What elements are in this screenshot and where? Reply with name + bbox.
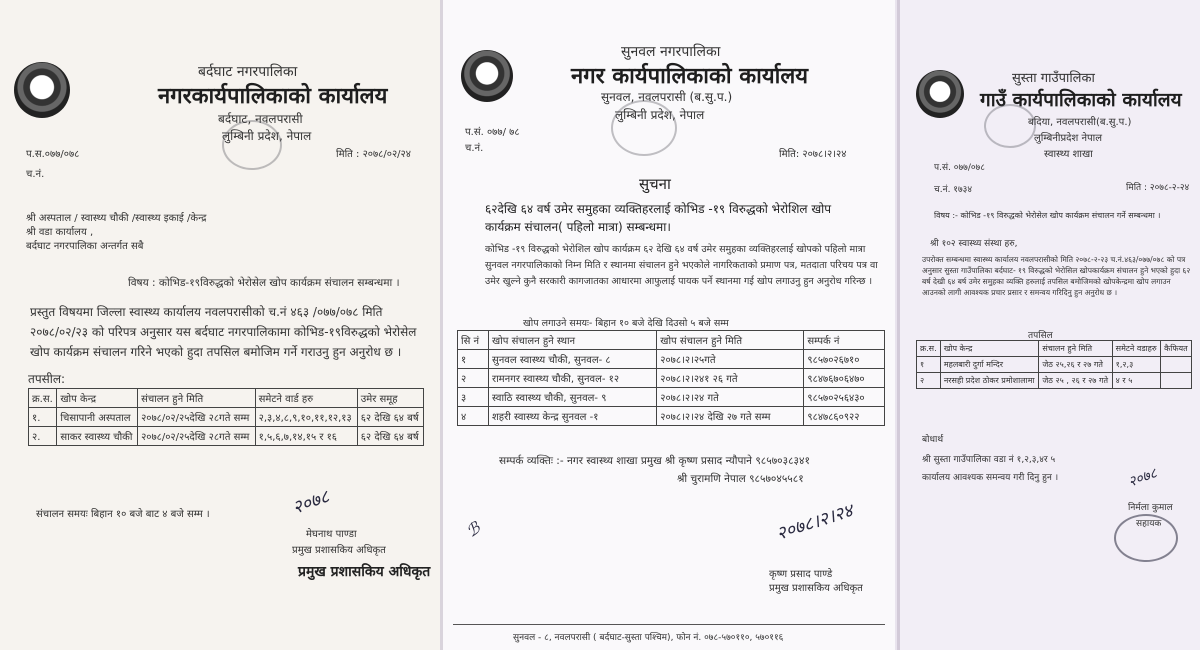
signer-title-stamp: प्रमुख प्रशासकिय अधिकृत: [298, 564, 431, 580]
table-cell: शहरी स्वास्थ्य केन्द्र सुनवल -१: [489, 407, 657, 426]
table-header: संचालन हुने मिति: [138, 389, 256, 408]
cc-recipient: श्री सुस्ता गाउँपालिका वडा नं १,२,३,४र ५: [922, 455, 1056, 465]
table-cell: ९८५७०२६७१०: [804, 350, 885, 369]
reference-number: प.स.०७७/०७८: [26, 149, 80, 160]
dispatch-number: च.नं.: [465, 143, 484, 154]
table-row: [458, 350, 885, 369]
table-row: [458, 388, 885, 407]
table-header: सि नं: [458, 331, 489, 350]
table-cell: २०७८।२।२४१ २६ गते: [657, 369, 804, 388]
office-province: लुम्बिनी प्रदेश, नेपाल: [615, 108, 705, 122]
table-row: [458, 407, 885, 426]
table-cell: ४ र ५: [1112, 373, 1160, 389]
notice-body: कोभिड -१९ विरुद्धको भेरोशिल खोप कार्यक्रम ६२ देखि ६४ वर्ष उमेर समुहका व्यक्तिहरलाई खोपको पहिलो मात्रा सुनवल नगरपालिकाको निम्न मिति र स्थानमा संचालन हुने भएकोले नागरिकताको प्रमाण पत्र, मतदाता परिचय पत्र वा उमेर खुल्ने कुनै सरकारी कागजातका आधारमा आफुलाई पायक पर्ने स्थानमा गई खोप लगाउनु हुन अनुरोध गरिन्छ ।: [485, 244, 878, 287]
contact-person-1: सम्पर्क व्यक्तिः :- नगर स्वास्थ्य शाखा प्रमुख श्री कृष्ण प्रसाद न्यौपाने ९८५७०३८३४१: [499, 455, 810, 467]
signature-mark: २०७८।२।२४: [773, 500, 856, 545]
contact-person-2: श्री चुरामणि नेपाल ९८५७०४५५८१: [677, 473, 804, 485]
table-header: क्र.स.: [29, 389, 57, 408]
recipient: श्री १०२ स्वास्थ्य संस्था हरु,: [930, 239, 1018, 249]
table-cell: २०७८।२।२४ देखि २७ गते सम्म: [657, 407, 804, 426]
table-header: खोप केन्द्र: [57, 389, 138, 408]
office-address: सुनवल, नवलपरासी (ब.सु.प.): [601, 90, 733, 104]
table-header: खोप संचालन हुने स्थान: [489, 331, 657, 350]
table-row: [29, 408, 424, 427]
table-cell: ४: [458, 407, 489, 426]
vaccination-schedule-table: [916, 340, 1192, 389]
office-name: नगर कार्यपालिकाको कार्यालय: [571, 64, 808, 89]
letter-date: मिति : २०७८/०२/२४: [336, 149, 411, 160]
letter-date: मिति : २०७८-२-२४: [1126, 183, 1190, 193]
dispatch-number: च.नं. १७३४: [934, 185, 973, 195]
table-cell: १: [458, 350, 489, 369]
office-stamp-icon: [1114, 514, 1178, 562]
org-name: सुनवल नगरपालिका: [621, 44, 721, 60]
table-cell: २०७८।२।२४ गते: [657, 388, 804, 407]
table-row: [917, 373, 1192, 389]
notice-subject-1: ६२देखि ६४ वर्ष उमेर समुहका व्यक्तिहरलाई कोभिड -१९ विरुद्धको भेरोशिल खोप: [485, 202, 832, 216]
letter-susta: [897, 0, 1200, 650]
table-cell: जेठ २५ , २६ र २७ गते: [1039, 373, 1112, 389]
table-header: सम्पर्क नं: [804, 331, 885, 350]
table-cell: ६२ देखि ६४ बर्ष: [357, 427, 423, 446]
letter-date: मिति: २०७८।२।२४: [779, 149, 847, 160]
tapsil-heading: तपसील:: [28, 372, 66, 386]
table-cell: [1161, 373, 1192, 389]
table-cell: रामनगर स्वास्थ्य चौकी, सुनवल- १२: [489, 369, 657, 388]
table-cell: साकर स्वास्थ्य चौकी: [57, 427, 138, 446]
table-cell: १: [917, 357, 941, 373]
table-row: [458, 369, 885, 388]
table-cell: २.: [29, 427, 57, 446]
vaccination-schedule-table: [28, 388, 424, 446]
table-cell: २,३,४,८,९,१०,११,१२,१३: [255, 408, 357, 427]
org-name: बर्दघाट नगरपालिका: [198, 64, 298, 80]
letter-body: उपरोक्त सम्बन्धमा स्वास्थ्य कार्यालय नवलपरासीको मिति २०७८-२-२३ च.नं.४६३/०७७/०७८ को पत्र अनुसार सुस्ता गाउँपालिका बर्दघाट- १९ विरुद्धको भेरोसिल खोपकार्यक्रम संचालन हुने भएको हुदा ६२ बर्ष देखी ६४ बर्ष उमेर समुहका व्यक्ति हरुलाई तपसिल बमोजिमको खोपकेन्द्रमा खोप लगाउन आउनको लागी आवश्यक प्रचार प्रसार र समन्वय गरिदिनु हुन अनुरोध छ ।: [922, 255, 1191, 297]
table-cell: २०७८/०२/२५देखि २८गते सम्म: [138, 427, 256, 446]
table-cell: ९८५७०२५६४३०: [804, 388, 885, 407]
letter-subject: विषय : कोभिड-१९विरुद्धको भेरोसेल खोप कार्यक्रम संचालन सम्बन्धमा ।: [128, 277, 400, 289]
letter-sunwal: [440, 0, 895, 650]
signer-name: निर्मला कुमाल: [1128, 503, 1173, 513]
signer-title: सहायक: [1136, 519, 1162, 529]
signer-name: मेघनाथ पाण्डा: [306, 529, 357, 540]
signer-title: प्रमुख प्रशासकिय अधिकृत: [292, 545, 386, 556]
initials-mark-icon: ℬ: [462, 518, 484, 541]
org-name: सुस्ता गाउँपालिका: [1012, 71, 1095, 86]
signature-mark: २०७८: [1126, 465, 1160, 491]
office-stamp-icon: [611, 100, 677, 156]
table-header: खोप संचालन हुने मिति: [657, 331, 804, 350]
notice-heading: सुचना: [639, 175, 671, 193]
table-cell: ६२ देखि ६४ बर्ष: [357, 408, 423, 427]
office-name: गाउँ कार्यपालिकाको कार्यालय: [980, 89, 1182, 111]
table-cell: सुनवल स्वास्थ्य चौकी, सुनवल- ८: [489, 350, 657, 369]
government-emblem-icon: [461, 50, 513, 102]
recipient-line-2: श्री वडा कार्यालय ,: [26, 227, 94, 238]
bodhartha-heading: बोधार्थ: [922, 435, 944, 445]
dispatch-number: च.नं.: [26, 169, 45, 180]
table-header: क्र.स.: [917, 341, 941, 357]
table-cell: नरसही प्रदेश ठोकर प्रमोशालामा: [940, 373, 1039, 389]
table-cell: जेठ २५,२६ र २७ गते: [1039, 357, 1112, 373]
table-header: समेटने वार्ड हरु: [255, 389, 357, 408]
footer-divider: [453, 624, 885, 625]
table-cell: २: [458, 369, 489, 388]
recipient-line-1: श्री अस्पताल / स्वास्थ्य चौकी /स्वास्थ्य इकाई /केन्द्र: [26, 213, 207, 224]
table-cell: ३: [458, 388, 489, 407]
letter-body: प्रस्तुत विषयमा जिल्ला स्वास्थ्य कार्यालय नवलपरासीको च.नं ४६३ /०७७/०७८ मिति २०७८/०२/२३ को परिपत्र अनुसार यस बर्दघाट नगरपालिकामा कोभिड-१९विरुद्धको भेरोसेल खोप कार्यक्रम संचालन गरिने भएको हुदा तपसिल बमोजिम गर्ने गराउनु हुन अनुरोध छ ।: [30, 305, 417, 359]
table-cell: २०७८।२।२५गते: [657, 350, 804, 369]
notice-subject-2: कार्यक्रम संचालन( पहिलो मात्रा) सम्बन्धमा।: [485, 220, 671, 234]
signer-name: कृष्ण प्रसाद पाण्डे: [769, 569, 833, 580]
cc-note: कार्यालय आवश्यक समन्वय गरी दिनु हुन ।: [922, 473, 1059, 483]
recipient-line-3: बर्दघाट नगरपालिका अन्तर्गत सबै: [26, 241, 144, 252]
table-cell: १,५,६,७,१४,१५ र १६: [255, 427, 357, 446]
vaccination-centers-table: [457, 330, 885, 426]
table-header: उमेर समूह: [357, 389, 423, 408]
office-stamp-icon: [222, 120, 282, 170]
signer-title: प्रमुख प्रशासकिय अधिकृत: [769, 583, 863, 594]
table-header: खोप केन्द्र: [940, 341, 1039, 357]
signature-mark: २०७८: [289, 486, 333, 519]
table-cell: महलबारी दुर्गा मन्दिर: [940, 357, 1039, 373]
office-name: नगरकार्यपालिकाको कार्यालय: [158, 84, 388, 109]
office-province: लुम्बिनीप्रदेश नेपाल: [1034, 133, 1103, 144]
table-cell: चिसापानी अस्पताल: [57, 408, 138, 427]
reference-number: प.सं. ०७७/०७८: [934, 163, 985, 173]
office-section: स्वास्थ्य शाखा: [1044, 149, 1093, 160]
letter-bardaghat: [0, 0, 440, 650]
table-cell: ९८४७६७०६४७०: [804, 369, 885, 388]
operating-hours: संचालन समयः बिहान १० बजे बाट ४ बजे सम्म ।: [36, 509, 210, 520]
office-address: बदिया, नवलपरासी(ब.सु.प.): [1028, 117, 1132, 128]
table-cell: ९८४७८६०९२२: [804, 407, 885, 426]
vaccination-time: खोप लगाउने समयः- बिहान १० बजे देखि दिउसो ५ बजे सम्म: [523, 318, 729, 329]
table-cell: स्वाठि स्वास्थ्य चौकी, सुनवल- ९: [489, 388, 657, 407]
reference-number: प.सं. ०७७/ ७८: [465, 127, 520, 138]
government-emblem-icon: [14, 62, 70, 118]
table-header: समेटने वडाहरु: [1112, 341, 1160, 357]
table-cell: [1161, 357, 1192, 373]
office-stamp-icon: [984, 104, 1036, 148]
tapsil-heading: तपसिल: [1028, 331, 1053, 341]
table-cell: २०७८/०२/२५देखि २८गते सम्म: [138, 408, 256, 427]
table-header: संचालन हुने मिति: [1039, 341, 1112, 357]
table-row: [917, 357, 1192, 373]
table-cell: २: [917, 373, 941, 389]
table-cell: १.: [29, 408, 57, 427]
footer-address: सुनवल - ८, नवलपरासी ( बर्दघाट-सुस्ता पश्चिम), फोन नं. ०७८-५७०११०, ५७०११६: [513, 633, 784, 643]
table-header: कैफियत: [1161, 341, 1192, 357]
office-address: बर्दघाट, नवलपरासी: [218, 112, 303, 126]
table-row: [29, 427, 424, 446]
office-province: लुम्बिनी प्रदेश, नेपाल: [222, 129, 312, 143]
table-cell: १,२,३: [1112, 357, 1160, 373]
letter-subject: विषय :- कोभिड -१९ विरुद्धको भेरोसेल खोप कार्यक्रम संचालन गर्ने सम्बन्धमा ।: [934, 211, 1161, 220]
government-emblem-icon: [916, 70, 964, 118]
